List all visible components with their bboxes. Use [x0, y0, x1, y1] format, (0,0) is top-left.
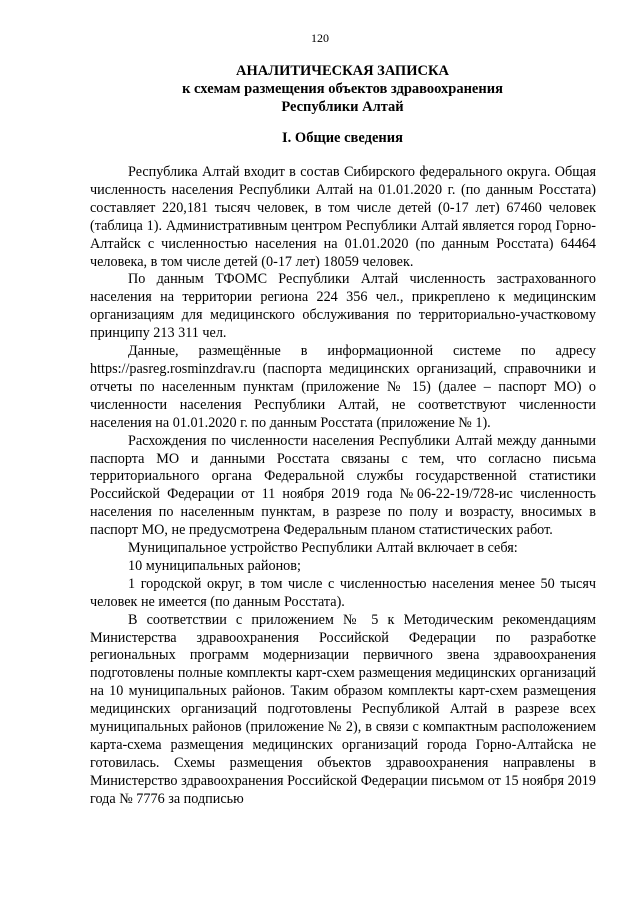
paragraph: Республика Алтай входит в состав Сибирского федерального округа. Общая численность населения Республики Алтай на 01.01.2020 г. (по данным Росстата) составляет 220,181 тысяч человек, в том числе детей (0-17 лет) 67460 человек (таблица 1). Административным центром Республики Алтай является город Горно-Алтайск с численностью населения на 01.01.2020 (по данным Росстата) 64464 человека, в том числе детей (0-17 лет) 18059 человек.: [90, 164, 596, 270]
paragraph: По данным ТФОМС Республики Алтай численность застрахованного населения на территории региона 224 356 чел., прикреплено к медицинским организациям для медицинского обслуживания по территориально-участковому принципу 213 311 чел.: [90, 271, 596, 342]
paragraph: Расхождения по численности населения Республики Алтай между данными паспорта МО и данными Росстата связаны с тем, что согласно письма территориального органа Федеральной службы государственной статистики Российской Федерации от 11 ноября 2019 года №06-22-19/728-ис численность населения по населенным пунктам, в разрезе по полу и возрасту, вносимых в паспорт МО, не предусмотрена Федеральным планом статистических работ.: [90, 432, 596, 539]
paragraph: 10 муниципальных районов;: [128, 557, 301, 574]
section-heading: I. Общие сведения: [282, 130, 403, 146]
document-title: [90, 62, 595, 116]
document-body: [90, 164, 596, 809]
paragraph: 1 городской округ, в том числе с численностью населения менее 50 тысяч человек не имеется (по данным Росстата).: [90, 575, 596, 610]
paragraph: Данные, размещённые в информационной системе по адресу https://pasreg.rosminzdrav.ru (паспорта медицинских организаций, справочники и отчеты по населенным пунктам (приложение № 15) (далее – паспорт МО) о численности населения Республики Алтай, не соответствуют численности населения на 01.01.2020 г. по данным Росстата (приложение № 1).: [90, 343, 596, 431]
title-line-1: АНАЛИТИЧЕСКАЯ ЗАПИСКА: [236, 63, 449, 79]
page-number: 120: [311, 31, 329, 45]
paragraph: В соответствии с приложением № 5 к Методическим рекомендациям Министерства здравоохранения Российской Федерации по разработке региональных программ модернизации первичного звена здравоохранения подготовлены полные комплекты карт-схем размещения медицинских организаций на 10 муниципальных районов. Таким образом комплекты карт-схем размещения медицинских организаций подготовлены Республикой Алтай в разрезе всех муниципальных районов (приложение № 2), в связи с компактным расположением карта-схема размещения медицинских организаций города Горно-Алтайска не готовилась. Схемы размещения объектов здравоохранения направлены в Министерство здравоохранения Российской Федерации письмом от 15 ноября 2019 года № 7776 за подписью: [90, 611, 596, 807]
title-line-3: Республики Алтай: [281, 99, 404, 115]
title-line-2: к схемам размещения объектов здравоохранения: [182, 81, 503, 97]
paragraph: Муниципальное устройство Республики Алтай включает в себя:: [128, 540, 518, 557]
